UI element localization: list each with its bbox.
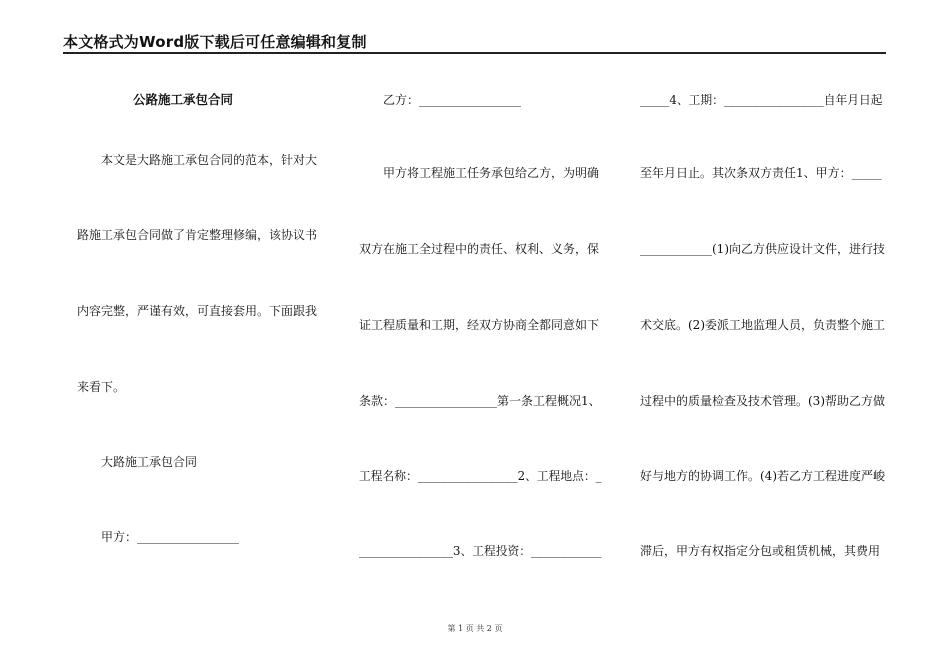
text-line: 滞后，甲方有权指定分包或租赁机械，其费用	[640, 544, 881, 558]
text-line: ____________(1)向乙方供应设计文件，进行技	[640, 242, 885, 256]
text-line: 工程名称：_________________2、工程地点：_	[359, 469, 602, 483]
text-line: 好与地方的协调工作。(4)若乙方工程进度严峻	[640, 469, 885, 483]
text-line: 证工程质量和工期，经双方协商全都同意如下	[359, 318, 600, 332]
document-title: 公路施工承包合同	[133, 92, 234, 107]
text-line: 乙方：_________________	[383, 93, 522, 107]
document-header: 本文格式为Word版下载后可任意编辑和复制	[63, 33, 367, 51]
text-line: 甲方：_________________	[101, 530, 240, 544]
page-number: 第 1 页 共 2 页	[447, 624, 503, 633]
text-line: 内容完整，严谨有效，可直接套用。下面跟我	[77, 304, 318, 318]
text-line: ________________3、工程投资：____________	[359, 544, 602, 558]
text-line: 大路施工承包合同	[101, 455, 198, 469]
text-line: _____4、工期：_________________自年月日起	[640, 93, 883, 107]
text-line: 至年月日止。其次条双方责任1、甲方：_____	[640, 166, 882, 180]
text-line: 过程中的质量检查及技术管理。(3)帮助乙方做	[640, 394, 885, 408]
text-line: 路施工承包合同做了肯定整理修编，该协议书	[77, 228, 318, 242]
text-line: 来看下。	[77, 380, 126, 394]
text-line: 术交底。(2)委派工地监理人员，负责整个施工	[640, 318, 885, 332]
text-line: 本文是大路施工承包合同的范本，针对大	[101, 153, 318, 167]
header-rule	[63, 52, 886, 54]
text-line: 条款：_________________第一条工程概况1、	[359, 394, 601, 408]
text-line: 双方在施工全过程中的责任、权利、义务，保	[359, 242, 600, 256]
text-line: 甲方将工程施工任务承包给乙方，为明确	[383, 166, 600, 180]
